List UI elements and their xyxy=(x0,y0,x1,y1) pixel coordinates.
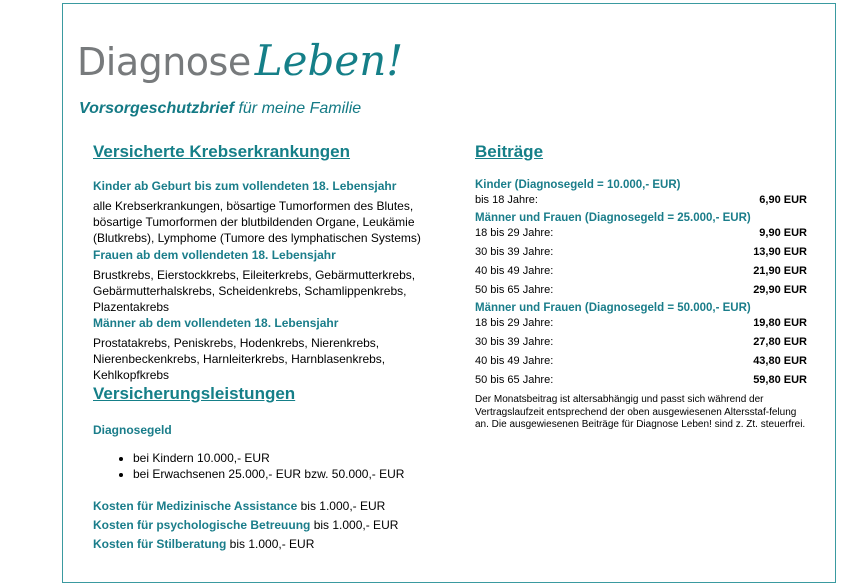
section-title: Männer und Frauen (Diagnosegeld = 50.000,- EUR) xyxy=(475,302,751,314)
cost-value: bis 1.000,- EUR xyxy=(226,537,315,551)
age-label: bis 18 Jahre: xyxy=(475,194,538,206)
cost-value: bis 1.000,- EUR xyxy=(310,518,399,532)
group-title: Frauen ab dem vollendeten 18. Lebensjahr xyxy=(93,248,336,262)
price: 27,80 EUR xyxy=(753,336,807,348)
table-row xyxy=(475,262,807,281)
cost-label: Kosten für Medizinische Assistance xyxy=(93,499,298,513)
logo xyxy=(77,36,403,85)
age-label: 18 bis 29 Jahre: xyxy=(475,227,554,239)
heading-beitraege: Beiträge xyxy=(475,142,544,161)
left-column xyxy=(93,142,448,162)
tagline-rest: für meine Familie xyxy=(234,100,362,117)
group-text: Brustkrebs, Eierstockkrebs, Eileiterkrebs, Gebärmutterkrebs, Gebärmutterhalskrebs, Scheidenkrebs, Schamlippenkrebs, Plazentakrebs xyxy=(93,268,416,314)
group-title: Männer ab dem vollendeten 18. Lebensjahr xyxy=(93,316,339,330)
cost-label: Kosten für psychologische Betreuung xyxy=(93,518,311,532)
table-row xyxy=(475,224,807,243)
tagline-bold: Vorsorgeschutzbrief xyxy=(79,100,234,117)
group-frauen xyxy=(93,248,448,315)
table-row xyxy=(475,371,807,390)
diagnosegeld-list xyxy=(93,450,448,482)
group-text: Prostatakrebs, Peniskrebs, Hodenkrebs, Nierenkrebs, Nierenbeckenkrebs, Harnleiterkrebs, Harnblasenkrebs, Kehlkopfkrebs xyxy=(93,336,386,382)
group-maenner xyxy=(93,316,448,383)
section-title: Männer und Frauen (Diagnosegeld = 25.000,- EUR) xyxy=(475,212,751,224)
cost-label: Kosten für Stilberatung xyxy=(93,537,227,551)
price: 43,80 EUR xyxy=(753,355,807,367)
age-label: 50 bis 65 Jahre: xyxy=(475,374,554,386)
age-label: 40 bis 49 Jahre: xyxy=(475,265,554,277)
right-column xyxy=(475,142,807,162)
price: 19,80 EUR xyxy=(753,317,807,329)
tagline xyxy=(79,100,361,118)
diagnosegeld-title: Diagnosegeld xyxy=(93,423,172,437)
age-label: 30 bis 39 Jahre: xyxy=(475,336,554,348)
cost-value: bis 1.000,- EUR xyxy=(297,499,386,513)
section-title: Kinder (Diagnosegeld = 10.000,- EUR) xyxy=(475,179,681,191)
age-label: 18 bis 29 Jahre: xyxy=(475,317,554,329)
cost-line xyxy=(93,516,448,535)
price-note: Der Monatsbeitrag ist altersabhängig und passt sich während der Vertragslaufzeit entsprechend der oben ausgewiesenen Altersstaf-felung an. Die ausgewiesenen Beiträge für Diagnose Leben! sind z. Zt. steuerfrei. xyxy=(475,394,806,430)
age-label: 30 bis 39 Jahre: xyxy=(475,246,554,258)
heading-leistungen: Versicherungsleistungen xyxy=(93,384,296,403)
table-row xyxy=(475,281,807,300)
logo-part2: Leben! xyxy=(254,36,404,85)
cost-line xyxy=(93,535,448,554)
table-row xyxy=(475,191,807,210)
leistungen-section xyxy=(93,384,448,404)
price: 59,80 EUR xyxy=(753,374,807,386)
group-text: alle Krebserkrankungen, bösartige Tumorformen des Blutes, bösartige Tumorformen der blutbildenden Organe, Leukämie (Blutkrebs), Lymphome (Tumore des lymphatischen Systems) xyxy=(93,199,421,245)
heading-krebserkrankungen: Versicherte Krebserkrankungen xyxy=(93,142,351,161)
list-item: • bei Erwachsenen 25.000,- EUR bzw. 50.000,- EUR xyxy=(133,466,448,482)
group-kinder xyxy=(93,179,448,246)
price-table xyxy=(475,179,807,432)
age-label: 50 bis 65 Jahre: xyxy=(475,284,554,296)
price: 29,90 EUR xyxy=(753,284,807,296)
price: 13,90 EUR xyxy=(753,246,807,258)
group-title: Kinder ab Geburt bis zum vollendeten 18. Lebensjahr xyxy=(93,179,397,193)
table-row xyxy=(475,352,807,371)
price: 9,90 EUR xyxy=(759,227,807,239)
table-row xyxy=(475,243,807,262)
price: 6,90 EUR xyxy=(759,194,807,206)
list-item: • bei Kindern 10.000,- EUR xyxy=(133,450,448,466)
price: 21,90 EUR xyxy=(753,265,807,277)
table-row xyxy=(475,314,807,333)
table-row xyxy=(475,333,807,352)
diagnosegeld-block xyxy=(93,423,448,482)
cost-line xyxy=(93,497,448,516)
logo-part1: Diagnose xyxy=(77,40,251,84)
costs-block xyxy=(93,497,448,554)
age-label: 40 bis 49 Jahre: xyxy=(475,355,554,367)
